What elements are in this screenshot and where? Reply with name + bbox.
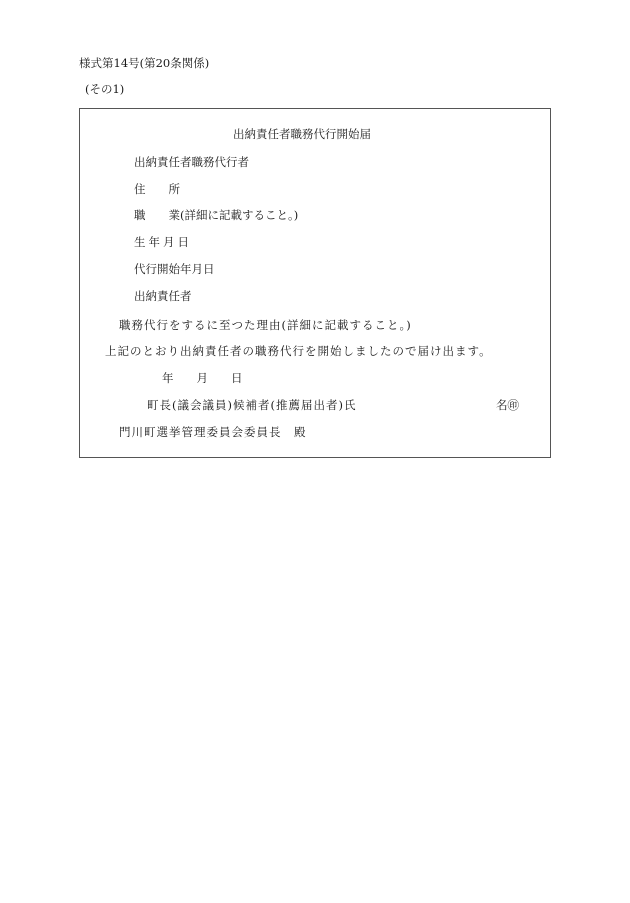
form-title: 出納責任者職務代行開始届 [233,127,371,141]
start-date-label: 代行開始年月日 [134,262,215,276]
sub-number: (その1) [85,82,125,96]
candidate-line: 町長(議会議員)候補者(推薦届出者)氏 [147,398,357,412]
form-number: 様式第14号(第20条関係) [79,56,210,70]
birthdate-label: 生年月日 [134,235,192,249]
treasurer-label: 出納責任者 [134,289,192,303]
name-seal: 名㊞ [496,398,519,412]
agent-label: 出納責任者職務代行者 [134,155,249,169]
statement-text: 上記のとおり出納責任者の職務代行を開始しましたので届け出ます。 [105,344,492,358]
addressee-line: 門川町選挙管理委員会委員長 殿 [119,425,307,439]
address-label: 住 所 [134,182,180,196]
date-line: 年 月 日 [162,371,243,385]
reason-text: 職務代行をするに至つた理由(詳細に記載すること。) [119,318,412,332]
occupation-label: 職 業(詳細に記載すること。) [134,208,299,222]
